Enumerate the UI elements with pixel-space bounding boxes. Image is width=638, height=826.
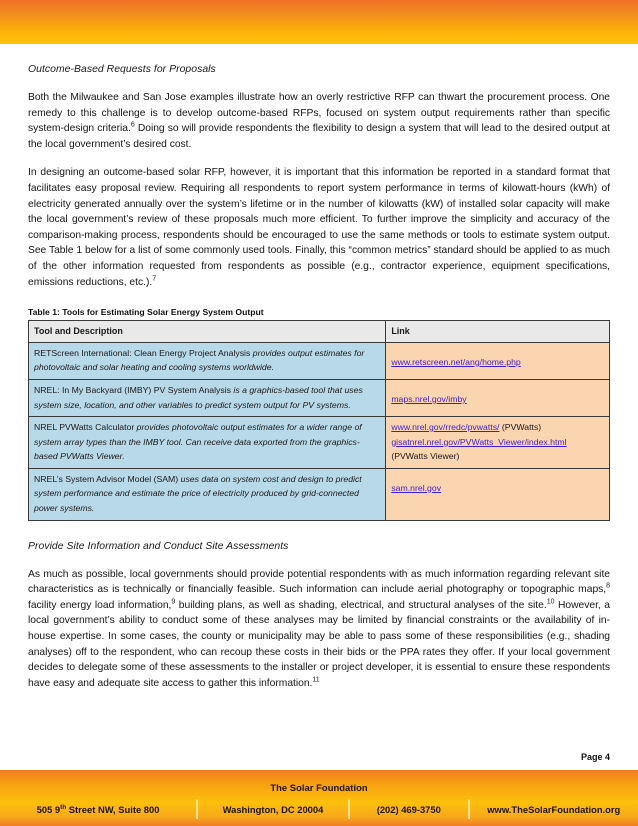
spacer	[391, 383, 604, 392]
table-cell-tool-description	[29, 379, 386, 416]
table-row	[29, 342, 610, 379]
page-footer-bar	[0, 770, 638, 826]
link-retscreen[interactable]: www.retscreen.net/ang/home.php	[391, 356, 521, 367]
page-number: Page 4	[580, 752, 610, 762]
table-cell-tool-description	[29, 468, 386, 520]
table-cell-link	[386, 342, 610, 379]
tool-description: uses data on system cost and design to predict system performance and estimate the price of electricity produced by grid-connected power systems.	[34, 473, 362, 514]
paragraph-text: As much as possible, local governments should provide potential respondents with as much information regarding relevant site characteristics as is technically or financially feasible. Such information can include aerial photography or topographic maps,	[28, 568, 610, 596]
table-row	[29, 379, 610, 416]
footer-website[interactable]: www.TheSolarFoundation.org	[487, 803, 621, 815]
paragraph-outcome-based-2	[28, 165, 610, 290]
table-cell-tool-description	[29, 417, 386, 469]
table-header-link: Link	[386, 321, 610, 343]
tool-description: provides photovoltaic output estimates for a wider range of system array types than the IMBY tool. Can receive data exported from the graphics-based PVWatts Viewer.	[34, 422, 362, 462]
footnote-marker-8: 8	[606, 582, 610, 590]
spacer	[391, 472, 604, 481]
table-row	[29, 417, 610, 469]
link-imby[interactable]: maps.nrel.gov/imby	[391, 393, 467, 404]
tool-name: NREL: In My Backyard (IMBY) PV System Analysis	[34, 384, 231, 395]
table-header-tool-and-description: Tool and Description	[29, 321, 386, 343]
link-sam[interactable]: sam.nrel.gov	[391, 482, 442, 493]
table-cell-link	[386, 468, 610, 520]
spacer	[391, 346, 604, 355]
footer-phone: (202) 469-3750	[376, 803, 441, 815]
table-row	[29, 468, 610, 520]
link-suffix-pvwatts-viewer: (PVWatts Viewer)	[391, 451, 460, 462]
paragraph-outcome-based-1	[28, 90, 610, 152]
section-heading-outcome-based-rfp: Outcome-Based Requests for Proposals	[28, 64, 216, 75]
table-cell-tool-description	[29, 342, 386, 379]
link-line	[391, 435, 604, 450]
page-header-bar	[0, 0, 638, 44]
tool-name: NREL PVWatts Calculator	[34, 422, 135, 433]
footer-city: Washington, DC 20004	[222, 803, 324, 815]
footer-address-number: 505 9	[36, 803, 61, 815]
paragraph-text: In designing an outcome-based solar RFP, however, it is important that this information be reported in a standard format that facilitates easy proposal review. Requiring all respondents to report system performance in terms of kilowatt-hours (kWh) of electricity generated annually over the system’s lifetime or in the number of kilowatts (kW) of installed solar capacity will make the local government’s review of these proposals much more efficient. To further improve the simplicity and accuracy of the comparison-making process, respondents should be encouraged to use the same methods or tools to estimate system output. See Table 1 below for a list of some commonly used tools. Finally, this “common metrics” standard should be applied to as much of the other information requested from respondents as possible (e.g., contractor experience, equipment specifications, emissions reductions, etc.).	[28, 167, 610, 288]
link-line	[391, 420, 604, 435]
section-heading-provide-site-information: Provide Site Information and Conduct Site Assessments	[28, 540, 289, 552]
footer-address-ordinal: th	[60, 803, 67, 811]
footer-address	[0, 804, 196, 815]
tool-description: provides output estimates for photovoltaic and solar heating and cooling systems worldwide.	[34, 347, 365, 373]
page-content	[0, 44, 638, 770]
table-cell-link	[386, 417, 610, 469]
link-pvwatts-viewer[interactable]: gisatnrel.nrel.gov/PVWatts_Viewer/index.html	[391, 436, 567, 447]
tool-name: RETScreen International: Clean Energy Project Analysis	[34, 347, 251, 358]
paragraph-text: Both the Milwaukee and San Jose examples illustrate how an overly restrictive RFP can thwart the procurement process. One remedy to this challenge is to develop outcome-based RFPs, focused on system output requirements rather than specific system-design criteria.	[28, 92, 610, 135]
paragraph-site-information	[28, 567, 610, 692]
footnote-marker-6: 6	[130, 121, 135, 129]
tools-table	[28, 320, 610, 521]
tool-name: NREL’s System Advisor Model (SAM)	[34, 473, 179, 484]
tool-description: is a graphics-based tool that uses system size, location, and other variables to predict system output for PV systems.	[34, 384, 363, 410]
table-header-row	[29, 321, 610, 343]
footnote-marker-11: 11	[312, 676, 320, 684]
paragraph-text-cont: building plans, as well as shading, electrical, and structural analyses of the site.	[175, 599, 547, 611]
table-caption: Table 1: Tools for Estimating Solar Energy System Output	[28, 307, 264, 318]
link-suffix-pvwatts: (PVWatts)	[499, 422, 542, 433]
link-pvwatts[interactable]: www.nrel.gov/rredc/pvwatts/	[391, 422, 500, 433]
paragraph-text-cont: facility energy load information,	[28, 599, 172, 611]
footnote-marker-7: 7	[152, 275, 157, 283]
footnote-marker-10: 10	[546, 598, 555, 606]
paragraph-text-cont: Doing so will provide respondents the flexibility to design a system that will lead to the desired output at the local government’s desired cost.	[28, 123, 610, 150]
footer-address-rest: Street NW, Suite 800	[66, 803, 160, 815]
footer-contact-row	[0, 799, 638, 819]
table-cell-link	[386, 379, 610, 416]
footer-organization-name: The Solar Foundation	[270, 782, 368, 793]
footnote-marker-9: 9	[171, 598, 176, 606]
paragraph-text-cont: However, a local government’s ability to conduct some of these analyses may be limited by financial constraints or the availability of in-house expertise. In some cases, the county or municipality may be able to pass some of these responsibilities (e.g., shading analyses) off to the respondent, who can recoup these costs in their bids or the PPA rates they offer. If your local government decides to delegate some of these assessments to the installer or project developer, it is essential to ensure these respondents have easy and adequate site access to gather this information.	[28, 599, 611, 689]
